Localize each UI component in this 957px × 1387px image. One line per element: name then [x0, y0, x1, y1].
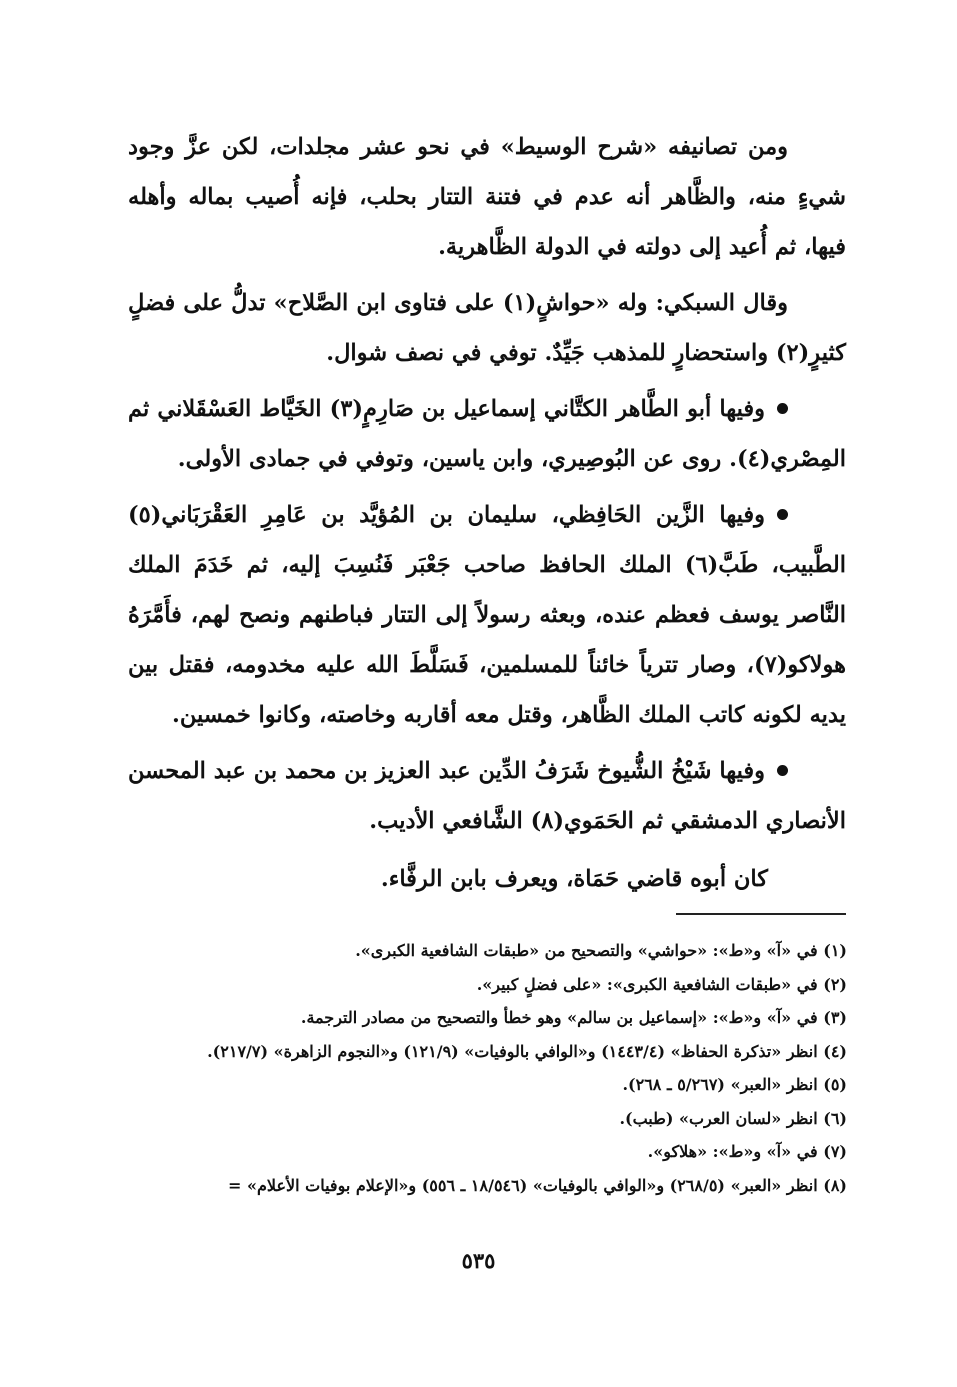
bullet-icon — [777, 765, 788, 776]
page-number: ٥٣٥ — [461, 1248, 496, 1273]
paragraph-2: وقال السبكي: وله «حواشٍ(١) على فتاوى ابن الصَّلاح» تدلُّ على فضلٍ كثيرٍ(٢) واستحضارٍ للمذهب جَيِّدٌ. توفي في نصف شوال. — [128, 290, 846, 366]
bullet-icon — [777, 509, 788, 520]
footnotes — [103, 934, 847, 1202]
footnote-4: (٤) انظر «تذكرة الحفاظ» (١٤٤٣/٤) و«الوافي بالوفيات» (١٢١/٩) و«النجوم الزاهرة» (٢١٧/٧). — [207, 1041, 847, 1061]
paragraph-4-text: وفيها الزَّين الحَافِظي، سليمان بن المُؤيَّد بن عَامِرِ العَقْرَبَاني(٥) الطَّبيب، طَبَّ(٦) الملك الحافظ صاحب جَعْبَر فَنُسِبَ إليه، ثم خَدَمَ الملك النَّاصر يوسف فعظم عنده، وبعثه رسولاً إلى التتار فباطنهم ونصح لهم، فأَمَّرَهُ هولاكو(٧)، وصار تترياً خائناً للمسلمين، فَسَلَّطَ الله عليه مخدومه، فقتل بين يديه لكونه كاتب الملك الظَّاهر، وقتل معه أقاربه وخاصته، وكانوا خمسين. — [128, 502, 846, 728]
bullet-icon — [777, 403, 788, 414]
paragraph-5-text: وفيها شَيْخُ الشُّيوخ شَرَفُ الدِّين عبد العزيز بن محمد بن عبد المحسن الأنصاري الدمشقي ثم الحَمَوي(٨) الشَّافعي الأديب. — [128, 758, 846, 834]
footnote-7: (٧) في «آ» و«ط»: «هلاكو». — [647, 1142, 847, 1161]
paragraph-5 — [128, 746, 846, 846]
main-text — [128, 122, 846, 910]
footnote-3: (٣) في «آ» و«ط»: «إسماعيل بن سالم» وهو خطأ والتصحيح من مصادر الترجمة. — [300, 1008, 847, 1027]
paragraph-4 — [128, 490, 846, 740]
paragraph-3-text: وفيها أبو الطَّاهر الكتَّاني إسماعيل بن صَارِمٍ(٣) الخَيَّاط العَسْقَلاني ثم المِصْري(٤). روى عن البُوصِيري، وابن ياسين، وتوفي في جمادى الأولى. — [128, 396, 846, 472]
paragraph-3 — [128, 384, 846, 484]
footnote-2: (٢) في «طبقات الشافعية الكبرى»: «على فضلٍ كبير». — [476, 974, 847, 994]
footnote-8: (٨) انظر «العبر» (٢٦٨/٥) و«الوافي بالوفيات» (١٨/٥٤٦ ـ ٥٥٦) و«الإعلام بوفيات الأعلام» = — [228, 1175, 847, 1195]
footnote-5: (٥) انظر «العبر» (٥/٢٦٧ ـ ٢٦٨). — [622, 1075, 847, 1094]
footnote-divider — [676, 913, 846, 915]
footnote-6: (٦) انظر «لسان العرب» (طبب). — [619, 1108, 847, 1128]
paragraph-6: كان أبوه قاضي حَمَاة، ويعرف بابن الرفَّاء. — [380, 866, 768, 892]
footnote-1: (١) في «آ» و«ط»: «حواشي» والتصحيح من «طبقات الشافعية الكبرى». — [355, 941, 847, 960]
paragraph-1: ومن تصانيفه «شرح الوسيط» في نحو عشر مجلدات، لكن عزَّ وجود شيءٍ منه، والظَّاهر أنه عدم في فتنة التتار بحلب، فإنه أُصيب بماله وأهله فيها، ثم أُعيد إلى دولته في الدولة الظَّاهرية. — [128, 134, 846, 260]
